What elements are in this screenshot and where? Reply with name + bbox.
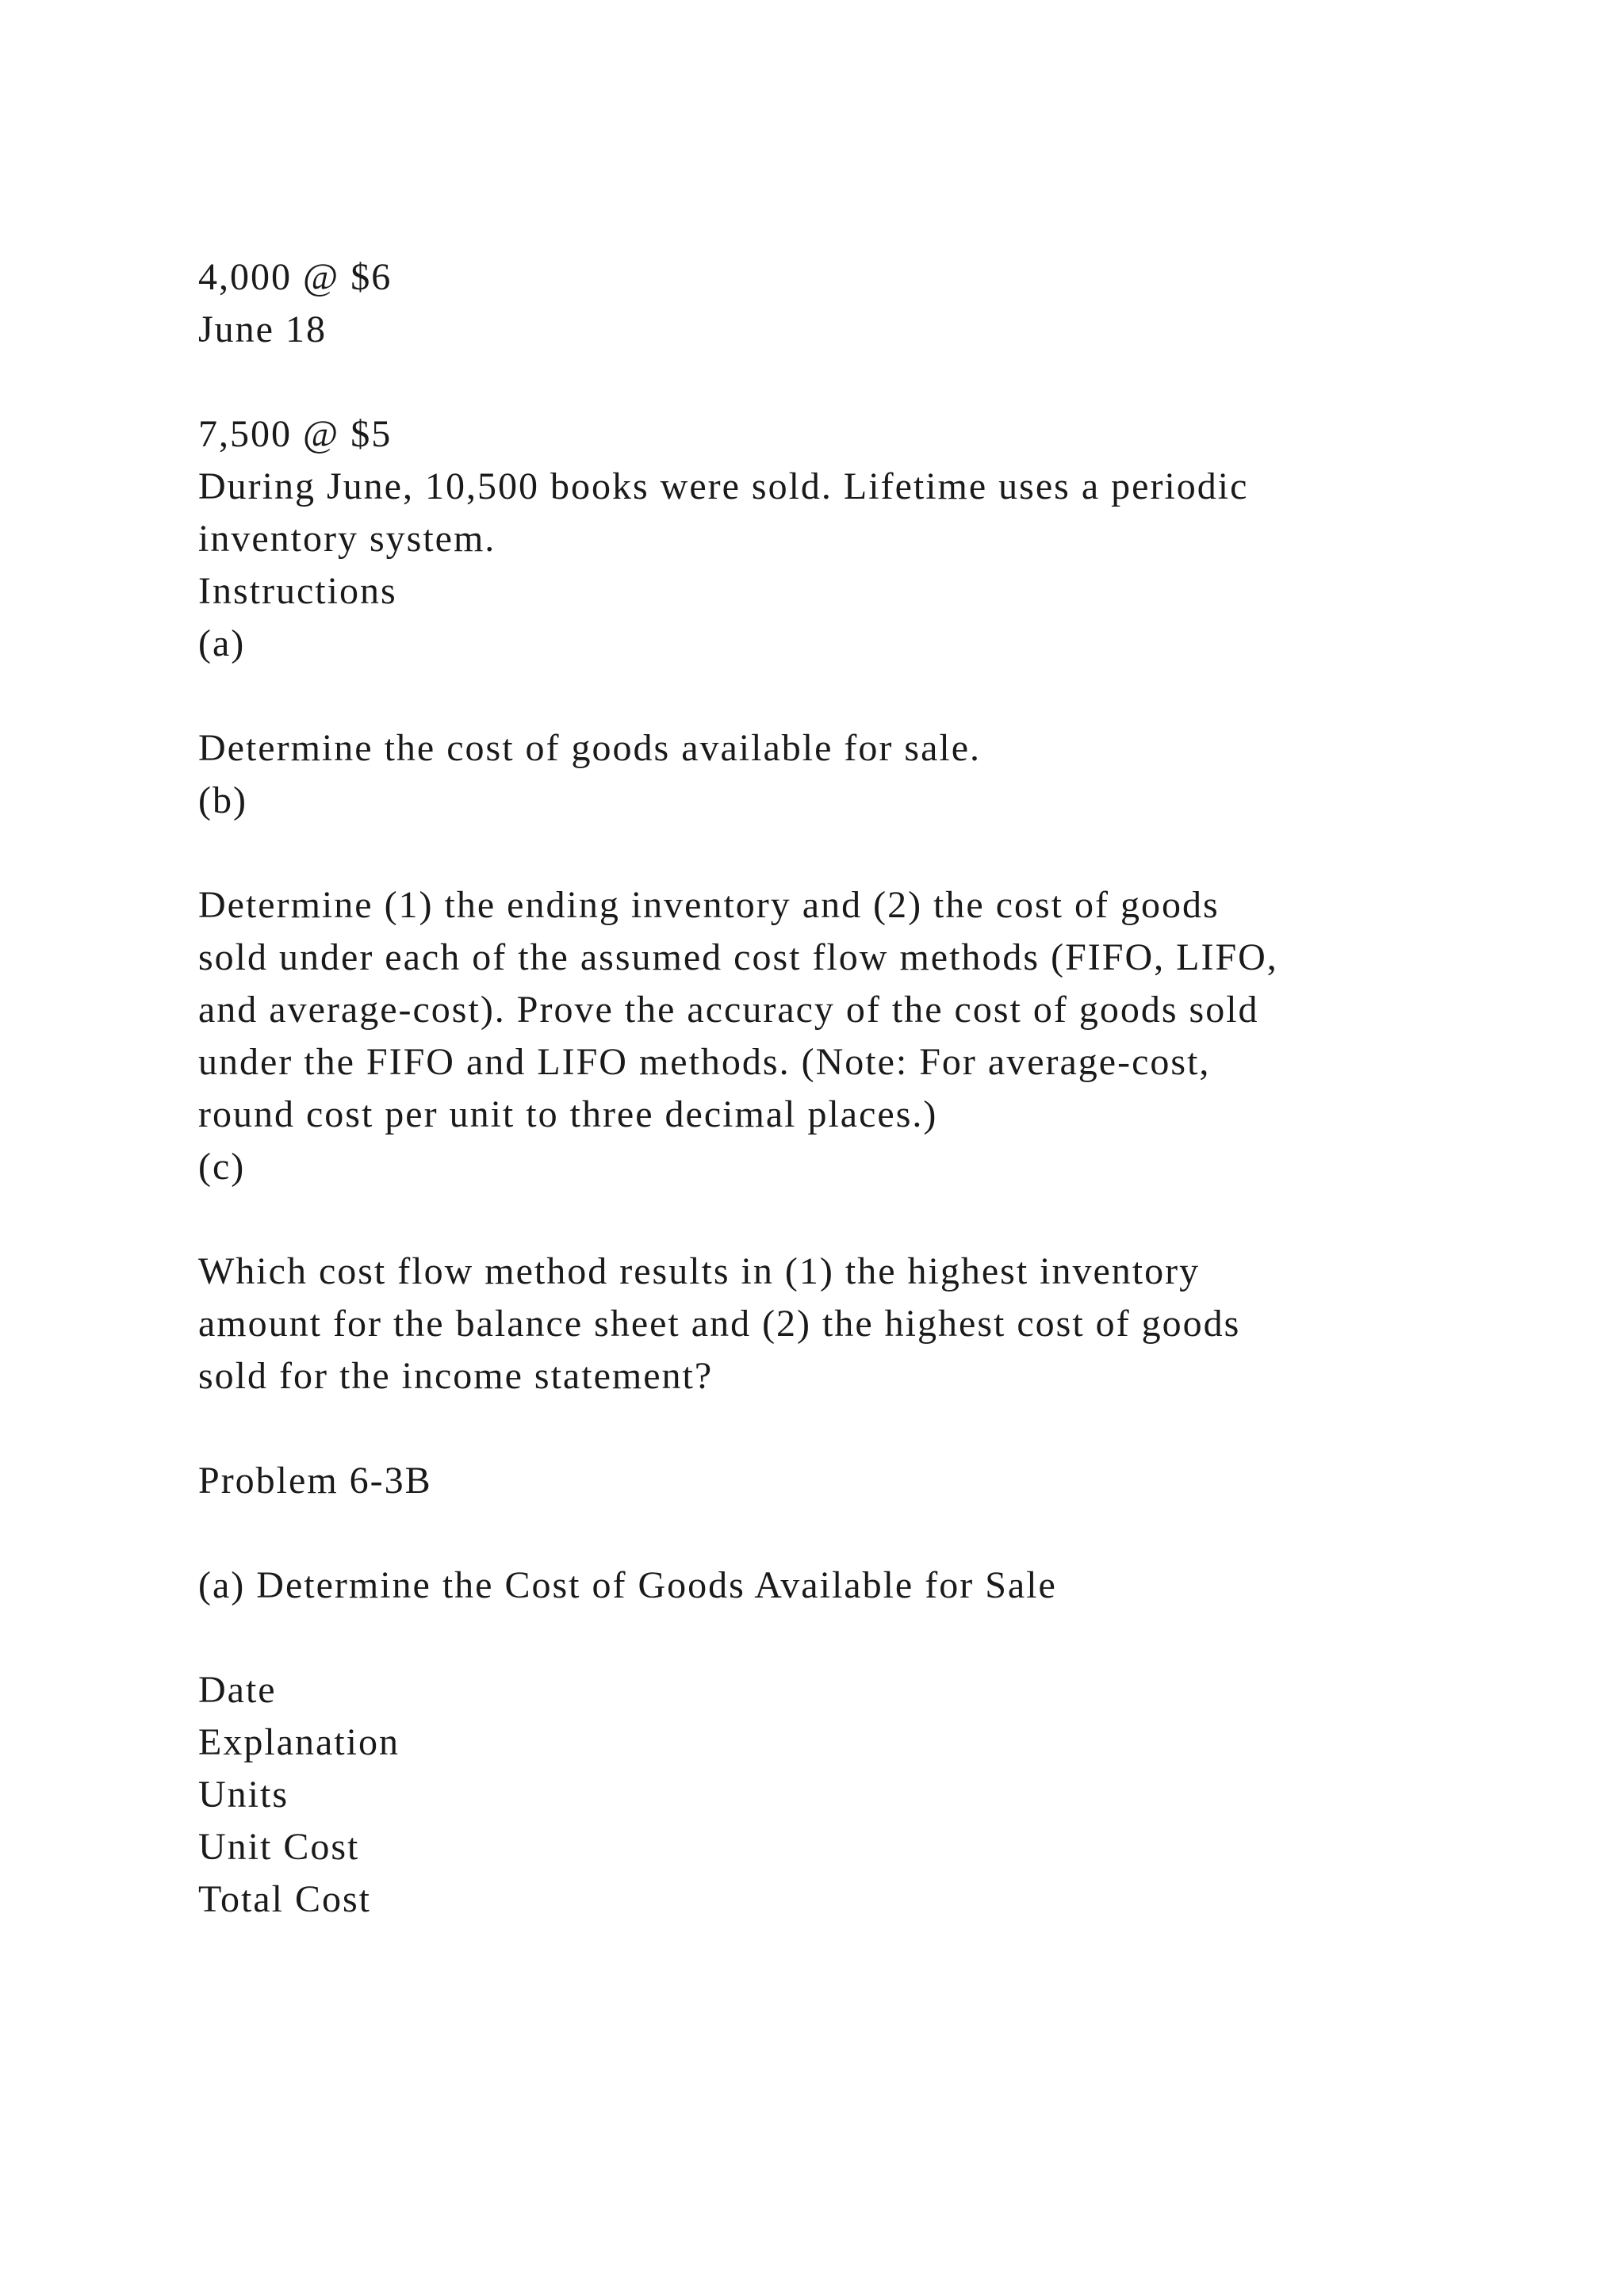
column-header-explanation: Explanation	[198, 1721, 400, 1763]
text-line-sales-1: During June, 10,500 books were sold. Lifetime uses a periodic	[198, 465, 1249, 507]
part-c-text-3: sold for the income statement?	[198, 1355, 714, 1397]
part-b-text-5: round cost per unit to three decimal places.)	[198, 1093, 938, 1135]
part-b-text-4: under the FIFO and LIFO methods. (Note: For average-cost,	[198, 1041, 1211, 1083]
problem-title: Problem 6-3B	[198, 1460, 432, 1502]
text-line-purchase-1-qty: 4,000 @ $6	[198, 256, 393, 298]
column-header-total-cost: Total Cost	[198, 1878, 371, 1920]
part-c-label: (c)	[198, 1146, 246, 1188]
part-c-text-1: Which cost flow method results in (1) the highest inventory	[198, 1250, 1201, 1292]
text-line-date-june-18: June 18	[198, 308, 327, 350]
part-a-label: (a)	[198, 622, 246, 664]
column-header-unit-cost: Unit Cost	[198, 1826, 360, 1868]
part-c-text-2: amount for the balance sheet and (2) the highest cost of goods	[198, 1303, 1241, 1345]
instructions-heading: Instructions	[198, 570, 397, 612]
section-a-heading: (a) Determine the Cost of Goods Available for Sale	[198, 1564, 1057, 1606]
column-header-date: Date	[198, 1669, 277, 1711]
text-line-sales-2: inventory system.	[198, 518, 496, 560]
part-b-text-2: sold under each of the assumed cost flow methods (FIFO, LIFO,	[198, 936, 1278, 978]
part-a-text: Determine the cost of goods available for sale.	[198, 727, 982, 769]
text-line-purchase-2-qty: 7,500 @ $5	[198, 413, 393, 455]
column-header-units: Units	[198, 1774, 289, 1816]
part-b-text-1: Determine (1) the ending inventory and (2) the cost of goods	[198, 884, 1220, 926]
part-b-label: (b)	[198, 779, 247, 821]
part-b-text-3: and average-cost). Prove the accuracy of the cost of goods sold	[198, 989, 1259, 1031]
